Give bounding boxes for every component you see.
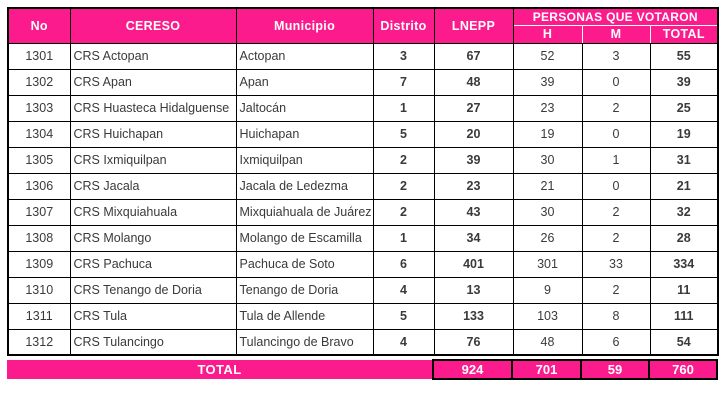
cell-total: 28 — [650, 225, 718, 251]
table-row — [8, 225, 718, 251]
cell-no: 1303 — [8, 95, 70, 121]
cell-m: 0 — [582, 69, 650, 95]
cell-distrito: 2 — [373, 147, 434, 173]
cell-municipio: Apan — [236, 69, 373, 95]
cell-cereso: CRS Tulancingo — [70, 329, 236, 355]
total-label: TOTAL — [7, 360, 433, 379]
table-header — [8, 8, 718, 43]
table-row — [8, 251, 718, 277]
table-body — [8, 43, 718, 355]
cell-no: 1304 — [8, 121, 70, 147]
total-m-value: 59 — [581, 360, 649, 379]
table-row — [8, 303, 718, 329]
cell-m: 1 — [582, 147, 650, 173]
cell-cereso: CRS Tula — [70, 303, 236, 329]
cell-municipio: Huichapan — [236, 121, 373, 147]
header-row-main — [8, 8, 718, 25]
cell-no: 1306 — [8, 173, 70, 199]
cell-m: 8 — [582, 303, 650, 329]
cell-lnepp: 23 — [434, 173, 513, 199]
col-header-total: TOTAL — [650, 25, 718, 43]
cell-lnepp: 67 — [434, 43, 513, 69]
cell-total: 31 — [650, 147, 718, 173]
cell-distrito: 5 — [373, 303, 434, 329]
total-h-value: 701 — [512, 360, 581, 379]
cell-no: 1311 — [8, 303, 70, 329]
cell-municipio: Jacala de Ledezma — [236, 173, 373, 199]
cell-total: 32 — [650, 199, 718, 225]
cell-total: 111 — [650, 303, 718, 329]
cell-total: 55 — [650, 43, 718, 69]
cell-h: 103 — [513, 303, 582, 329]
total-total-value: 760 — [649, 360, 717, 379]
cell-municipio: Molango de Escamilla — [236, 225, 373, 251]
table-row — [8, 43, 718, 69]
table-row — [8, 121, 718, 147]
cell-distrito: 3 — [373, 43, 434, 69]
cell-lnepp: 133 — [434, 303, 513, 329]
table-row — [8, 147, 718, 173]
cell-h: 19 — [513, 121, 582, 147]
table-row — [8, 69, 718, 95]
table-row — [8, 95, 718, 121]
cell-cereso: CRS Actopan — [70, 43, 236, 69]
cell-distrito: 7 — [373, 69, 434, 95]
cell-total: 21 — [650, 173, 718, 199]
cell-distrito: 2 — [373, 199, 434, 225]
cell-distrito: 1 — [373, 95, 434, 121]
cell-lnepp: 20 — [434, 121, 513, 147]
cell-h: 26 — [513, 225, 582, 251]
col-header-distrito: Distrito — [373, 8, 434, 43]
cell-municipio: Tula de Allende — [236, 303, 373, 329]
cell-municipio: Actopan — [236, 43, 373, 69]
cell-lnepp: 39 — [434, 147, 513, 173]
cell-municipio: Tulancingo de Bravo — [236, 329, 373, 355]
cell-total: 334 — [650, 251, 718, 277]
cell-cereso: CRS Huasteca Hidalguense — [70, 95, 236, 121]
table-row — [8, 199, 718, 225]
cell-cereso: CRS Tenango de Doria — [70, 277, 236, 303]
table-row — [8, 173, 718, 199]
cell-lnepp: 48 — [434, 69, 513, 95]
cell-distrito: 2 — [373, 173, 434, 199]
cell-h: 301 — [513, 251, 582, 277]
col-header-lnepp: LNEPP — [434, 8, 513, 43]
total-row — [7, 359, 718, 380]
cell-municipio: Mixquiahuala de Juárez — [236, 199, 373, 225]
col-header-h: H — [513, 25, 582, 43]
cell-no: 1309 — [8, 251, 70, 277]
cell-m: 0 — [582, 173, 650, 199]
cell-distrito: 1 — [373, 225, 434, 251]
cell-m: 2 — [582, 199, 650, 225]
cell-lnepp: 34 — [434, 225, 513, 251]
cell-municipio: Pachuca de Soto — [236, 251, 373, 277]
cell-h: 23 — [513, 95, 582, 121]
cell-distrito: 6 — [373, 251, 434, 277]
col-header-personas-que-votaron: PERSONAS QUE VOTARON — [513, 8, 718, 25]
cell-distrito: 4 — [373, 277, 434, 303]
cell-total: 19 — [650, 121, 718, 147]
cell-distrito: 5 — [373, 121, 434, 147]
cell-cereso: CRS Pachuca — [70, 251, 236, 277]
col-header-no: No — [8, 8, 70, 43]
cell-m: 6 — [582, 329, 650, 355]
cell-distrito: 4 — [373, 329, 434, 355]
cell-m: 0 — [582, 121, 650, 147]
cell-total: 11 — [650, 277, 718, 303]
cell-total: 25 — [650, 95, 718, 121]
cell-cereso: CRS Molango — [70, 225, 236, 251]
cell-lnepp: 76 — [434, 329, 513, 355]
cell-municipio: Tenango de Doria — [236, 277, 373, 303]
table-row — [8, 329, 718, 355]
col-header-municipio: Municipio — [236, 8, 373, 43]
cell-h: 48 — [513, 329, 582, 355]
cell-no: 1302 — [8, 69, 70, 95]
cell-m: 2 — [582, 95, 650, 121]
cell-m: 33 — [582, 251, 650, 277]
cell-h: 39 — [513, 69, 582, 95]
cell-no: 1310 — [8, 277, 70, 303]
col-header-m: M — [582, 25, 650, 43]
cell-h: 21 — [513, 173, 582, 199]
cell-m: 2 — [582, 277, 650, 303]
cell-no: 1308 — [8, 225, 70, 251]
cell-cereso: CRS Apan — [70, 69, 236, 95]
table-row — [8, 277, 718, 303]
cell-cereso: CRS Mixquiahuala — [70, 199, 236, 225]
cell-no: 1305 — [8, 147, 70, 173]
cell-municipio: Ixmiquilpan — [236, 147, 373, 173]
cell-total: 39 — [650, 69, 718, 95]
col-header-cereso: CERESO — [70, 8, 236, 43]
cereso-voting-table — [7, 7, 719, 356]
cell-h: 52 — [513, 43, 582, 69]
cell-h: 30 — [513, 199, 582, 225]
cell-no: 1312 — [8, 329, 70, 355]
cell-no: 1307 — [8, 199, 70, 225]
cell-lnepp: 27 — [434, 95, 513, 121]
cell-cereso: CRS Jacala — [70, 173, 236, 199]
cell-m: 2 — [582, 225, 650, 251]
cell-lnepp: 43 — [434, 199, 513, 225]
voting-report — [7, 7, 717, 380]
cell-h: 30 — [513, 147, 582, 173]
cell-h: 9 — [513, 277, 582, 303]
cell-municipio: Jaltocán — [236, 95, 373, 121]
cell-m: 3 — [582, 43, 650, 69]
total-lnepp-value: 924 — [433, 360, 512, 379]
cell-cereso: CRS Ixmiquilpan — [70, 147, 236, 173]
cell-total: 54 — [650, 329, 718, 355]
cell-lnepp: 13 — [434, 277, 513, 303]
cell-cereso: CRS Huichapan — [70, 121, 236, 147]
cell-lnepp: 401 — [434, 251, 513, 277]
cell-no: 1301 — [8, 43, 70, 69]
